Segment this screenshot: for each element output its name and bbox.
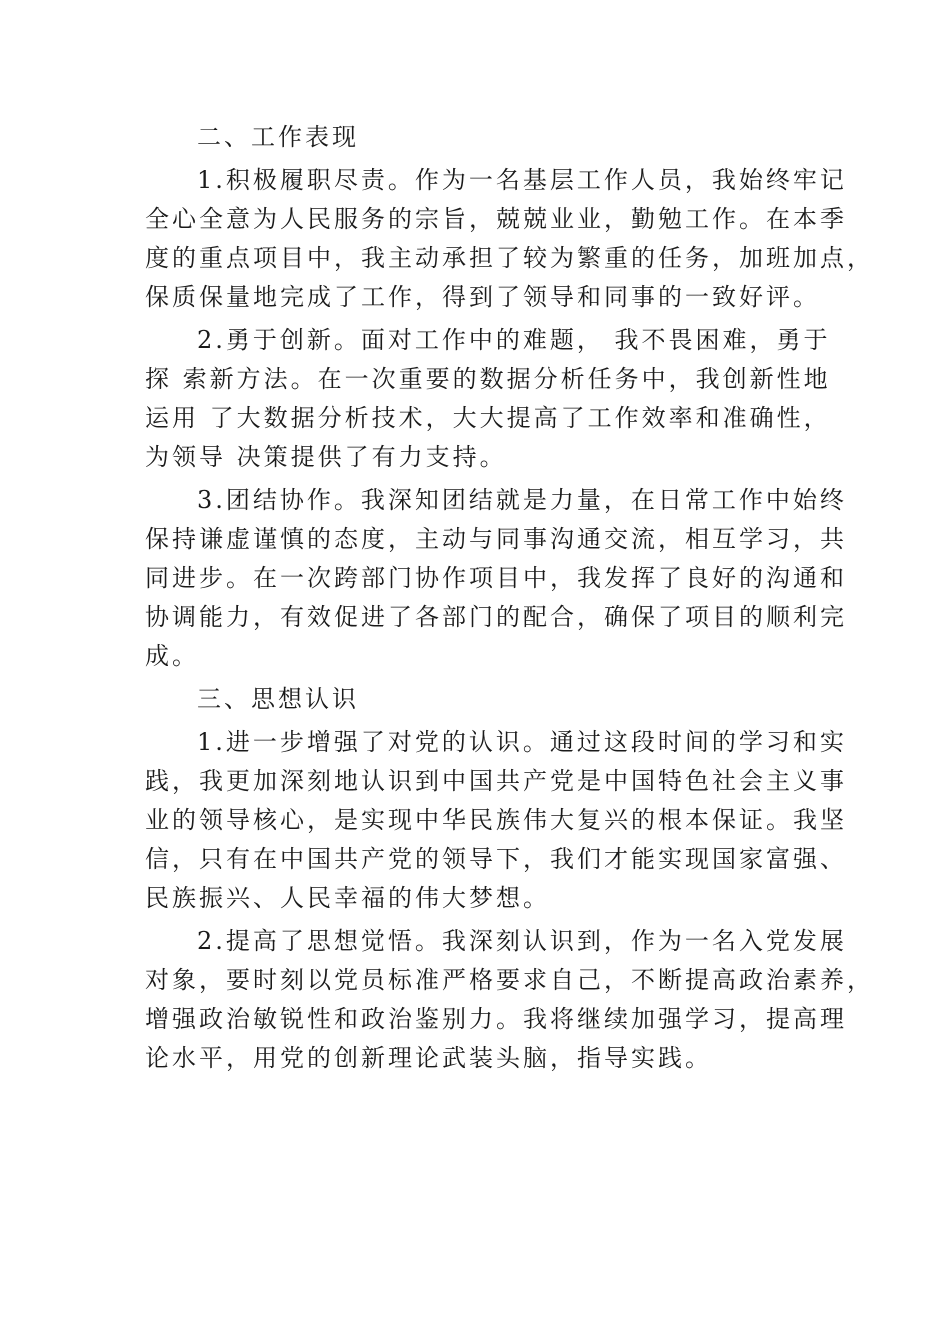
paragraph-line: 2.勇于创新。面对工作中的难题， 我不畏困难，勇于 <box>197 326 831 354</box>
paragraph-party-understanding <box>145 723 847 918</box>
section-heading-ideological-understanding: 三、思想认识 <box>197 685 359 713</box>
paragraph-line: 2.提高了思想觉悟。我深刻认识到，作为一名入党发展 <box>197 927 847 955</box>
paragraph-line: 为领导 决策提供了有力支持。 <box>145 443 507 471</box>
paragraph-line: 3.团结协作。我深知团结就是力量，在日常工作中始终 <box>197 486 847 514</box>
paragraph-line: 探 索新方法。在一次重要的数据分析任务中，我创新性地 <box>145 365 831 393</box>
paragraph-line: 信，只有在中国共产党的领导下，我们才能实现国家富强、 <box>145 845 847 873</box>
paragraph-line: 论水平，用党的创新理论武装头脑，指导实践。 <box>145 1044 712 1072</box>
paragraph-line: 协调能力，有效促进了各部门的配合，确保了项目的顺利完 <box>145 603 847 631</box>
paragraph-line: 1.进一步增强了对党的认识。通过这段时间的学习和实 <box>197 728 847 756</box>
paragraph-fulfilling-duties <box>145 161 874 317</box>
paragraph-line: 对象，要时刻以党员标准严格要求自己，不断提高政治素养， <box>145 966 874 994</box>
paragraph-innovation <box>145 321 831 477</box>
paragraph-line: 保持谦虚谨慎的态度，主动与同事沟通交流，相互学习，共 <box>145 525 847 553</box>
paragraph-line: 保质保量地完成了工作，得到了领导和同事的一致好评。 <box>145 283 820 311</box>
section-heading-work-performance: 二、工作表现 <box>197 123 359 151</box>
paragraph-line: 增强政治敏锐性和政治鉴别力。我将继续加强学习，提高理 <box>145 1005 847 1033</box>
paragraph-line: 度的重点项目中，我主动承担了较为繁重的任务，加班加点， <box>145 244 874 272</box>
paragraph-line: 1.积极履职尽责。作为一名基层工作人员，我始终牢记 <box>197 166 847 194</box>
paragraph-line: 践，我更加深刻地认识到中国共产党是中国特色社会主义事 <box>145 767 847 795</box>
paragraph-ideological-awareness <box>145 922 874 1078</box>
paragraph-line: 业的领导核心，是实现中华民族伟大复兴的根本保证。我坚 <box>145 806 847 834</box>
document-page <box>145 118 874 1082</box>
paragraph-line: 民族振兴、人民幸福的伟大梦想。 <box>145 884 550 912</box>
paragraph-teamwork <box>145 481 847 676</box>
paragraph-line: 成。 <box>145 642 199 670</box>
paragraph-line: 同进步。在一次跨部门协作项目中，我发挥了良好的沟通和 <box>145 564 847 592</box>
paragraph-line: 运用 了大数据分析技术，大大提高了工作效率和准确性， <box>145 404 831 432</box>
paragraph-line: 全心全意为人民服务的宗旨，兢兢业业，勤勉工作。在本季 <box>145 205 847 233</box>
